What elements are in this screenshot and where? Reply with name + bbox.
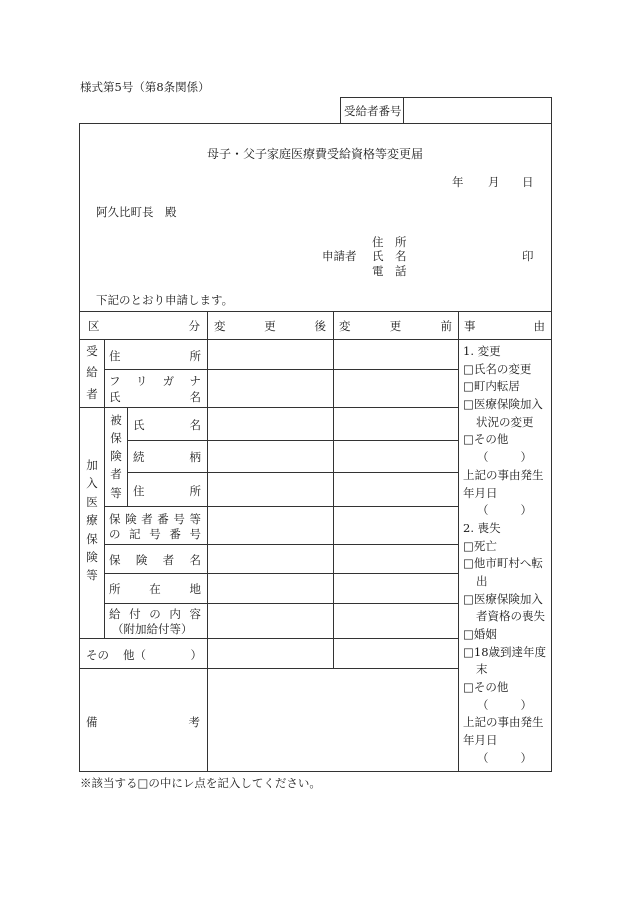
recipient-address-before-field[interactable] (334, 340, 458, 369)
other-before-field[interactable] (334, 639, 458, 668)
applicant-phone-label: 電 話 (372, 264, 407, 278)
recipient-address-after-field[interactable] (208, 340, 333, 369)
frame-right (551, 123, 552, 772)
insured-name-label: 氏 名 (133, 418, 201, 432)
insurance-number-label-1: 保 険 者 番 号 等 (109, 512, 201, 526)
checkbox-icon[interactable] (463, 397, 474, 411)
insurance-number-after-field[interactable] (208, 507, 333, 544)
insured-name-before-field[interactable] (334, 408, 458, 440)
application-statement: 下記のとおり申請します。 (96, 293, 234, 307)
checkbox-icon[interactable] (463, 539, 474, 553)
recipient-number-field[interactable] (408, 103, 548, 119)
remarks-field[interactable] (208, 669, 458, 771)
reason-insurance-loss-cont: 者資格の喪失 (476, 609, 545, 624)
other-after-field[interactable] (208, 639, 333, 668)
reason-change-date-paren[interactable]: （ ） (477, 503, 532, 518)
reason-age-18-cont: 末 (476, 662, 488, 677)
col-line-insured (127, 407, 128, 507)
reason-name-change[interactable]: □ 氏名の変更 (463, 361, 546, 379)
insurer-location-label: 所 在 地 (109, 582, 201, 596)
remarks-label: 備 考 (86, 715, 200, 729)
footnote: ※該当する□の中にレ点を記入してください。 (80, 776, 321, 790)
date-month: 月 (488, 175, 500, 189)
insured-relation-label: 続 柄 (133, 450, 201, 464)
recipient-number-box-top (340, 97, 552, 98)
reason-change-title: 1. 変更 (463, 344, 501, 358)
date-year: 年 (452, 175, 464, 189)
checkbox-icon[interactable] (463, 432, 474, 446)
reason-loss-other-paren[interactable]: （ ） (477, 697, 532, 712)
reason-move-within-town[interactable]: □ 町内転居 (463, 378, 546, 396)
checkbox-icon[interactable] (463, 592, 474, 606)
insured-name-after-field[interactable] (208, 408, 333, 440)
insured-address-before-field[interactable] (334, 473, 458, 506)
table-top (79, 311, 552, 312)
benefit-label-2: （附加給付等） (112, 622, 193, 636)
insurer-location-after-field[interactable] (208, 574, 333, 603)
reason-change-other[interactable]: □ その他 (463, 431, 546, 449)
recipient-furigana-label: フ リ ガ ナ (109, 374, 201, 388)
reason-loss-other[interactable]: □ その他 (463, 679, 546, 697)
header-after: 変 更 後 (214, 319, 326, 333)
checkbox-icon[interactable] (463, 362, 474, 376)
insurance-group-label: 加 入 医 療 保 険 等 (86, 458, 98, 583)
applicant-seal: 印 (522, 249, 534, 263)
reason-age-18[interactable]: □ 18歳到達年度 (463, 644, 546, 662)
frame-bottom (79, 771, 552, 772)
reason-change-date-label-2: 年月日 (463, 485, 498, 500)
frame-left (79, 123, 80, 772)
document-title: 母子・父子家庭医療費受給資格等変更届 (206, 147, 423, 161)
checkbox-icon[interactable] (463, 645, 474, 659)
checkbox-icon[interactable] (463, 680, 474, 694)
applicant-label: 申請者 (322, 249, 357, 263)
reason-marriage[interactable]: □ 婚姻 (463, 626, 546, 644)
form-number: 様式第5号（第8条関係） (80, 80, 210, 94)
col-line-reason (458, 311, 459, 772)
recipient-number-label: 受給者番号 (344, 104, 402, 118)
insured-relation-after-field[interactable] (208, 441, 333, 472)
applicant-name-label: 氏 名 (372, 249, 407, 263)
benefit-after-field[interactable] (208, 604, 333, 638)
recipient-group-label: 受 給 者 (86, 344, 98, 401)
date-day: 日 (522, 175, 534, 189)
checkbox-icon[interactable] (463, 627, 474, 641)
reason-loss-title: 2. 喪失 (463, 520, 501, 535)
reason-change-date-label-1: 上記の事由発生 (463, 467, 544, 482)
header-before: 変 更 前 (339, 319, 452, 333)
recipient-number-box-left (340, 97, 341, 123)
reason-insurance-change[interactable]: □ 医療保険加入 (463, 396, 546, 414)
reason-death[interactable]: □ 死亡 (463, 538, 546, 556)
addressee: 阿久比町長 殿 (96, 205, 177, 219)
reason-loss-date-label-2: 年月日 (463, 733, 498, 748)
insured-group-label: 被 保 険 者 等 (110, 413, 122, 500)
recipient-number-box-right (551, 97, 552, 123)
insurance-number-before-field[interactable] (334, 507, 458, 544)
recipient-address-label: 住 所 (109, 349, 201, 363)
insurer-name-after-field[interactable] (208, 545, 333, 573)
reason-loss-date-paren[interactable]: （ ） (477, 750, 532, 765)
checkbox-icon[interactable] (463, 556, 474, 570)
reasons-list (463, 343, 546, 768)
header-category: 区 分 (88, 319, 200, 333)
benefit-label-1: 給 付 の 内 容 (109, 607, 201, 621)
insurer-name-before-field[interactable] (334, 545, 458, 573)
insured-address-label: 住 所 (133, 484, 201, 498)
header-reason: 事 由 (464, 319, 545, 333)
benefit-before-field[interactable] (334, 604, 458, 638)
reason-move-out-cont: 出 (476, 573, 488, 588)
recipient-name-after-field[interactable] (208, 370, 333, 407)
recipient-name-before-field[interactable] (334, 370, 458, 407)
reason-change-other-paren[interactable]: （ ） (477, 450, 532, 465)
other-row-label: そ の 他（ ） (86, 648, 202, 662)
applicant-address-label: 住 所 (372, 235, 407, 249)
reason-insurance-change-cont: 状況の変更 (476, 414, 534, 429)
insurer-location-before-field[interactable] (334, 574, 458, 603)
col-line-group (104, 339, 105, 639)
frame-top (79, 123, 552, 124)
insured-relation-before-field[interactable] (334, 441, 458, 472)
reason-loss-date-label-1: 上記の事由発生 (463, 715, 544, 730)
insured-address-after-field[interactable] (208, 473, 333, 506)
recipient-name-label: 氏 名 (109, 390, 201, 404)
reason-move-out[interactable]: □ 他市町村へ転 (463, 555, 546, 573)
insurance-number-label-2: の 記 号 番 号 (109, 527, 201, 541)
recipient-number-box-divider (403, 97, 404, 123)
insurer-name-label: 保 険 者 名 (109, 553, 201, 567)
reason-insurance-loss[interactable]: □ 医療保険加入 (463, 591, 546, 609)
checkbox-icon[interactable] (463, 379, 474, 393)
